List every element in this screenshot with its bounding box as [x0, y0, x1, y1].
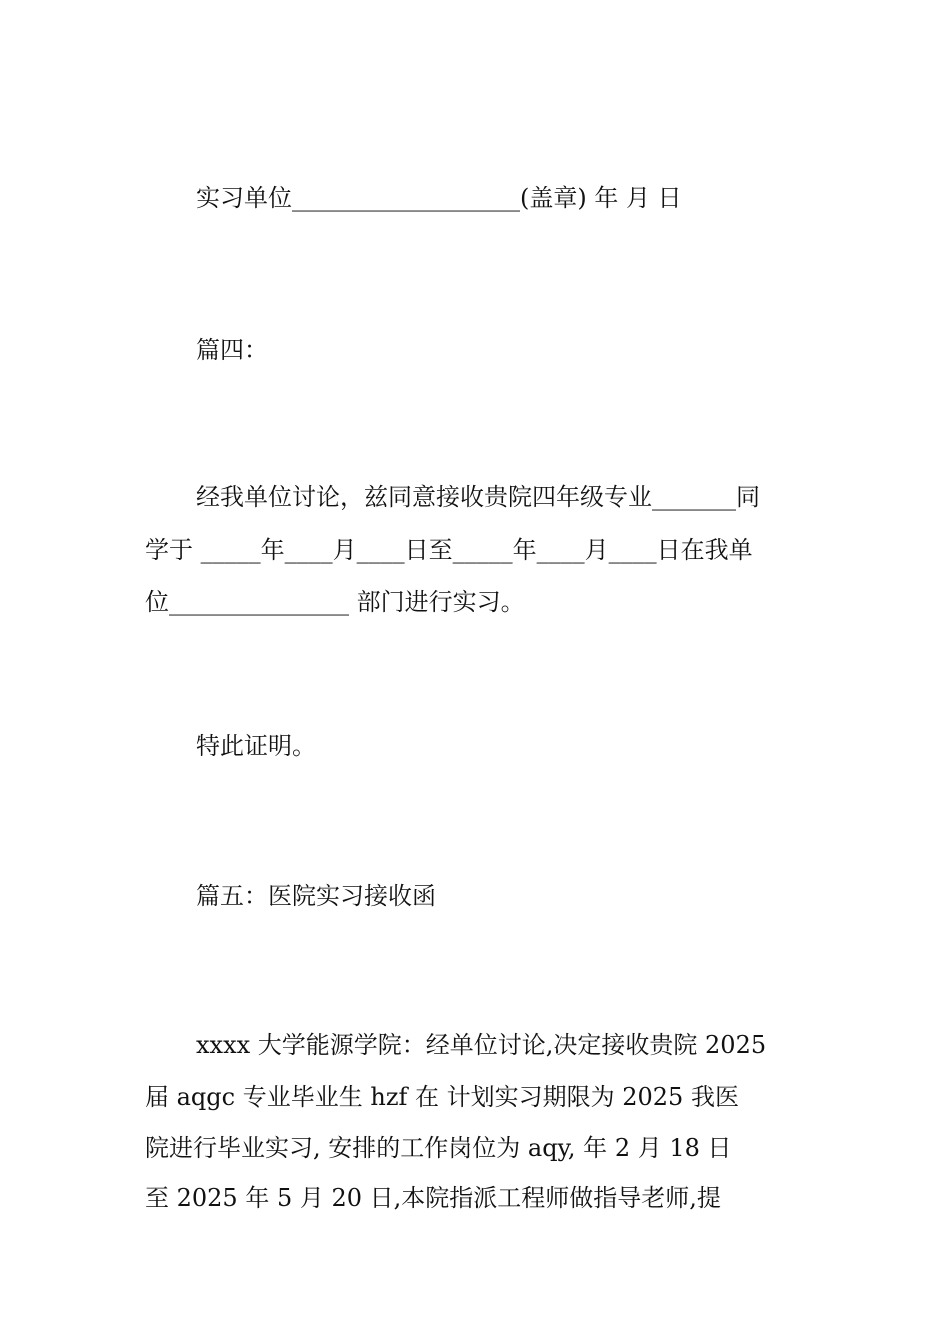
paragraph-line: xxxx 大学能源学院：经单位讨论,决定接收贵院 2025 — [196, 1031, 767, 1059]
paragraph-line: 届 aqgc 专业毕业生 hzf 在 计划实习期限为 2025 我医 — [145, 1083, 739, 1111]
internship-unit-seal-line: 实习单位___________________(盖章) 年 月 日 — [196, 184, 682, 212]
paragraph-line: 经我单位讨论，兹同意接收贵院四年级专业_______同 — [196, 483, 760, 511]
paragraph-line: 位_______________ 部门进行实习。 — [145, 588, 525, 616]
paragraph-line: 院进行毕业实习, 安排的工作岗位为 aqy, 年 2 月 18 日 — [145, 1134, 732, 1162]
section-five-heading: 篇五：医院实习接收函 — [196, 882, 436, 910]
paragraph-line: 至 2025 年 5 月 20 日,本院指派工程师做指导老师,提 — [145, 1184, 721, 1212]
section-four-heading: 篇四： — [196, 336, 268, 364]
paragraph-line: 学于 _____年____月____日至_____年____月____日在我单 — [145, 536, 753, 564]
certification-statement: 特此证明。 — [196, 732, 316, 760]
